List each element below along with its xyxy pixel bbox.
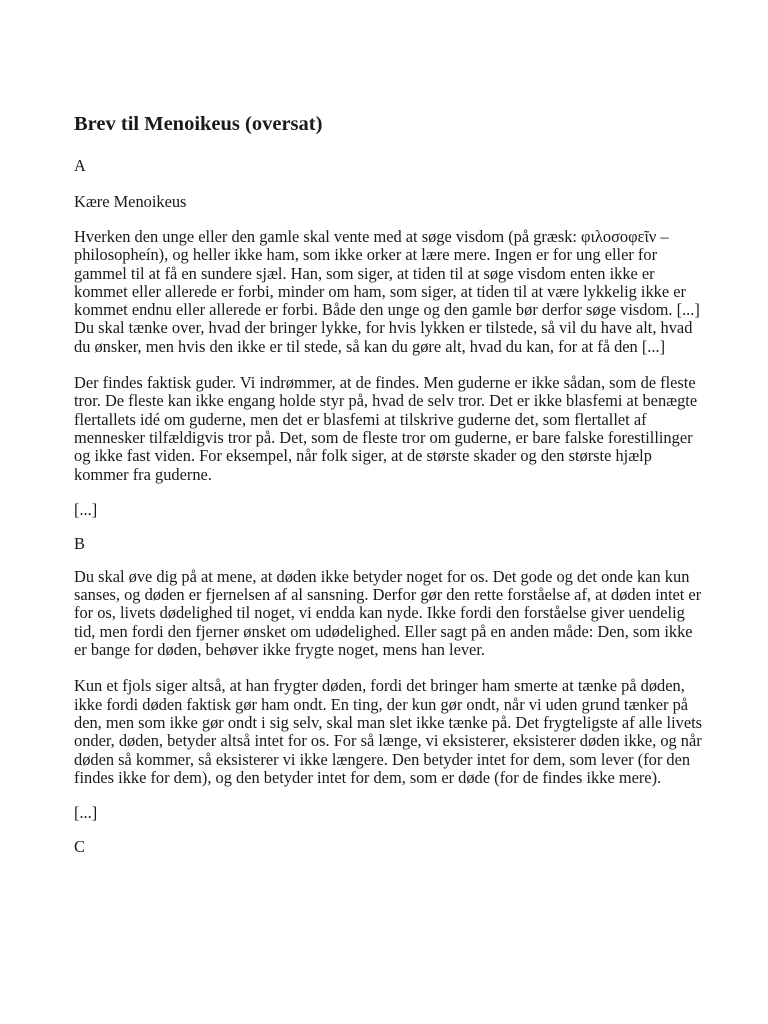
document-page — [74, 112, 706, 857]
greeting: Kære Menoikeus — [74, 192, 187, 211]
section-label-a: A — [74, 156, 86, 175]
paragraph-wisdom: Hverken den unge eller den gamle skal vente med at søge visdom (på græsk: φιλοσοφεῖν – philosopheín), og heller ikke ham, som ikke orker at lære mere. Ingen er for ung eller for gammel til at få en sundere sjæl. Han, som siger, at tiden til at søge visdom enten ikke er kommet eller allerede er forbi, minder om ham, som siger, at tiden til at være lykkelig ikke er kommet endnu eller allerede er forbi. Både den unge og den gamle bør derfor søge visdom. [...] Du skal tænke over, hvad der bringer lykke, for hvis lykken er tilstede, så vil du have alt, hvad du ønsker, men hvis den ikke er til stede, så kan du gøre alt, hvad du kan, for at få den [...] — [74, 227, 700, 356]
ellipsis-marker: [...] — [74, 499, 98, 519]
paragraph-gods: Der findes faktisk guder. Vi indrømmer, at de findes. Men guderne er ikke sådan, som de fleste tror. De fleste kan ikke engang holde styr på, hvad de selv tror. Det er ikke blasfemi at benægte flertallets idé om guderne, men det er blasfemi at tilskrive guderne det, som flertallet af mennesker tilfældigvis tror på. Det, som de fleste tror om guderne, er bare falske forestillinger og ikke fast viden. For eksempel, når folk siger, at de største skader og den største hjælp kommer fra guderne. — [74, 373, 698, 484]
section-label-c: C — [74, 837, 85, 857]
paragraph-fool: Kun et fjols siger altså, at han frygter døden, fordi det bringer ham smerte at tænke på døden, ikke fordi døden faktisk gør ham ondt. En ting, der kun gør ondt, når vi uden grund tænker på den, men som ikke gør ondt i sig selv, skal man slet ikke tænke på. Det frygteligste af alle livets onder, døden, betyder altså intet for os. For så længe, vi eksisterer, eksisterer døden ikke, og når døden så kommer, så eksisterer vi ikke længere. Den betyder intet for dem, som lever (for den findes ikke for dem), og den betyder intet for dem, som er døde (for de findes ikke mere). — [74, 676, 703, 787]
paragraph-death: Du skal øve dig på at mene, at døden ikke betyder noget for os. Det gode og det onde kan kun sanses, og døden er fjernelsen af al sansning. Derfor gør den rette forståelse af, at døden intet er for os, livets dødelighed til noget, vi endda kan nyde. Ikke fordi den forståelse giver uendelig tid, men fordi den fjerner ønsket om udødelighed. Eller sagt på en anden måde: Den, som ikke er bange for døden, behøver ikke frygte noget, mens han lever. — [74, 566, 702, 660]
document-title: Brev til Menoikeus (oversat) — [74, 113, 323, 135]
ellipsis-marker: [...] — [74, 803, 98, 823]
section-label-b: B — [74, 533, 85, 553]
